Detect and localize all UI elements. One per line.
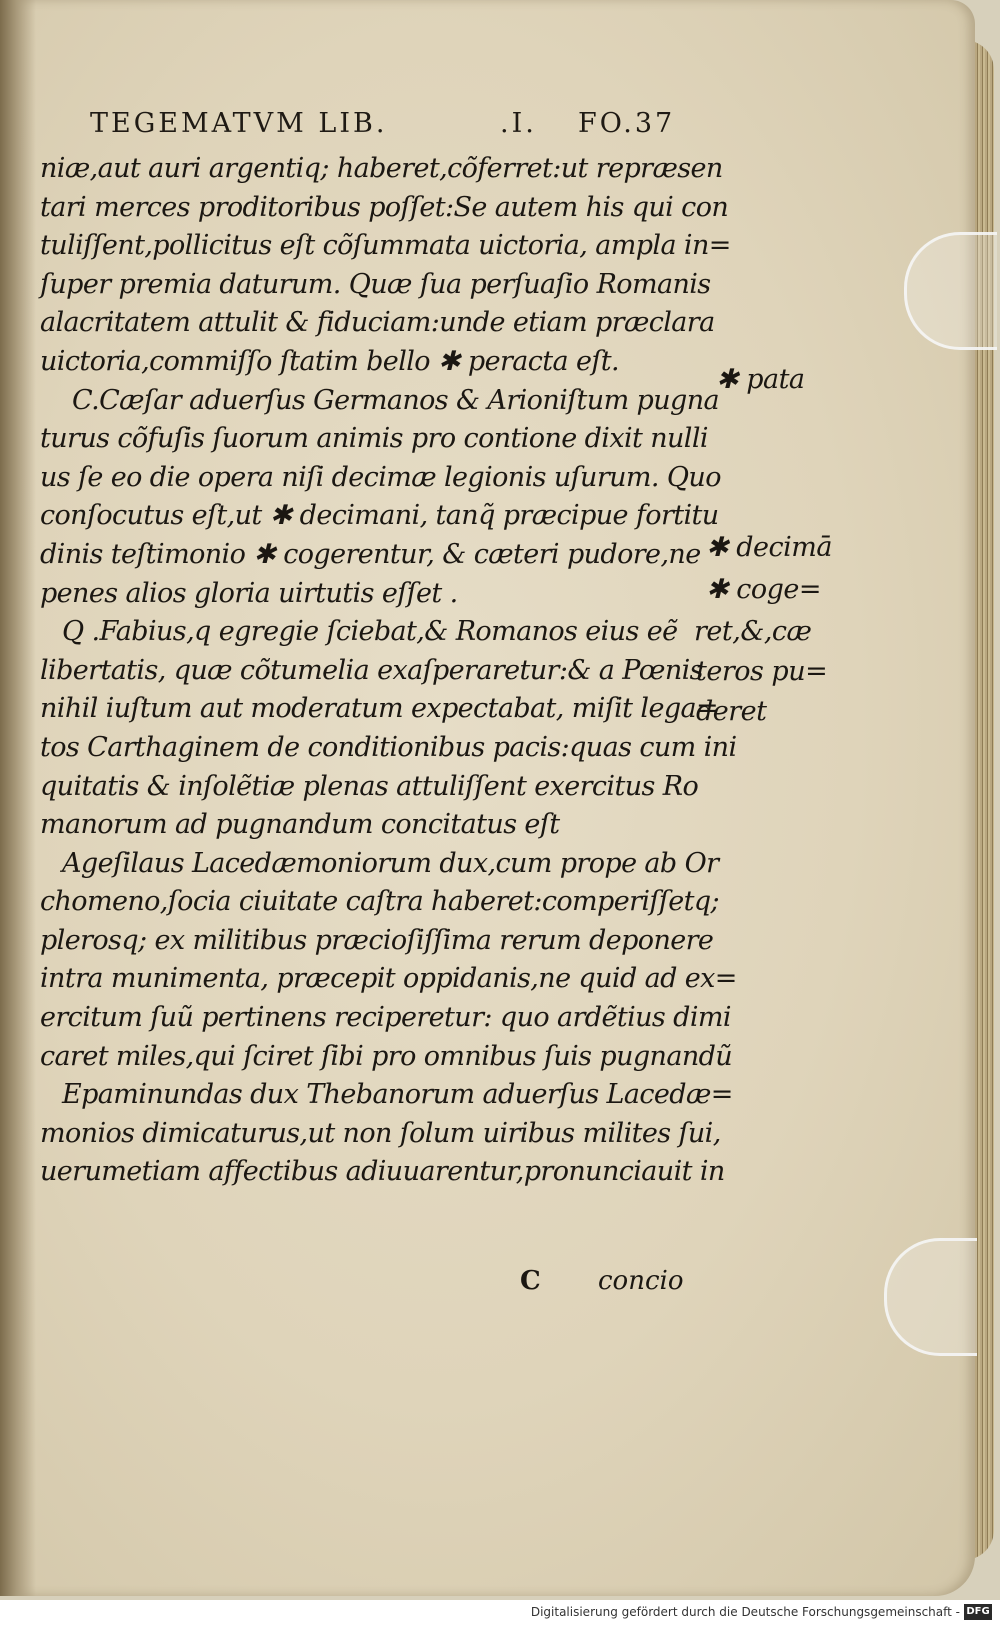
text-line: quitatis & inſolẽtiæ plenas attuliſſent exercitus Ro — [40, 770, 699, 802]
text-line: conſocutus eſt,ut ✱ decimani, tanq̃ præcipue fortitu — [40, 500, 719, 532]
text-line: uictoria,commiſſo ſtatim bello ✱ peracta eſt. — [40, 345, 620, 377]
running-head — [0, 108, 1000, 148]
text-line: manorum ad pugnandum concitatus eſt — [40, 809, 560, 841]
marginal-note: ret,&,cæ — [694, 616, 812, 647]
text-line: dinis teſtimonio ✱ cogerentur, & cæteri pudore,ne — [40, 538, 701, 570]
signature-mark: C — [520, 1266, 541, 1296]
paragraph-start-line: Q .Fabius,q egregie ſciebat,& Romanos eius eẽ — [62, 616, 678, 648]
dfg-logo: DFG — [964, 1604, 992, 1620]
marginal-note: ✱ decimā — [706, 532, 832, 563]
running-head-book: .I. — [500, 108, 537, 139]
text-line: libertatis, quæ cõtumelia exaſperaretur:& a Pœnis — [40, 654, 703, 686]
text-line: ſuper premia daturum. Quæ ſua perſuaſio Romanis — [40, 268, 711, 300]
marginal-note: deret — [696, 696, 767, 727]
paragraph-start-line: C.Cæſar aduerſus Germanos & Arioniſtum pugna — [72, 384, 720, 416]
text-line: tos Carthaginem de conditionibus pacis:quas cum ini — [40, 731, 737, 763]
text-line: intra munimenta, præcepit oppidanis,ne quid ad ex= — [40, 963, 737, 995]
text-line: monios dimicaturus,ut non ſolum uiribus milites ſui, — [40, 1117, 721, 1149]
marginal-note: ✱ pata — [716, 364, 805, 395]
text-line: tuliſſent,pollicitus eſt cõſummata uictoria, ampla in= — [40, 230, 731, 262]
text-line: caret miles,qui ſciret ſibi pro omnibus ſuis pugnandũ — [40, 1040, 733, 1072]
funding-credit: Digitalisierung gefördert durch die Deutsche Forschungsgemeinschaft - — [530, 1605, 960, 1619]
marginal-note: teros pu= — [696, 656, 828, 687]
text-line: tari merces proditoribus poſſet:Se autem his qui con — [40, 191, 729, 223]
footer-bar — [0, 1600, 1000, 1626]
text-line: plerosq; ex militibus præcioſiſſima rerum deponere — [40, 924, 714, 956]
text-line: penes alios gloria uirtutis eſſet . — [40, 577, 458, 609]
folio-number: FO.37 — [578, 108, 676, 139]
catchword: concio — [598, 1266, 684, 1296]
text-line: ercitum ſuũ pertinens reciperetur: quo ardẽtius dimi — [40, 1002, 731, 1034]
paragraph-start-line: Epaminundas dux Thebanorum aduerſus Lacedæ= — [62, 1079, 733, 1111]
text-line: niæ,aut auri argentiq; haberet,cõferret:ut repræsen — [40, 153, 723, 184]
text-line: uerumetiam affectibus adiuuarentur,pronunciauit in — [40, 1156, 725, 1188]
text-line: us ſe eo die opera niſi decimæ legionis uſurum. Quo — [40, 461, 721, 493]
paragraph-start-line: Ageſilaus Lacedæmoniorum dux,cum prope ab Or — [62, 847, 719, 879]
running-head-title: TEGEMATVM LIB. — [90, 108, 388, 139]
gutter-shadow — [0, 0, 36, 1596]
text-line: chomeno,ſocia ciuitate caſtra haberet:comperiſſetq; — [40, 886, 720, 918]
text-line: nihil iuſtum aut moderatum expectabat, miſit lega= — [40, 693, 719, 725]
text-line: turus cõfuſis ſuorum animis pro contione dixit nulli — [40, 423, 708, 455]
marginal-note: ✱ coge= — [706, 574, 821, 605]
text-line: alacritatem attulit & fiduciam:unde etiam præclara — [40, 307, 715, 339]
